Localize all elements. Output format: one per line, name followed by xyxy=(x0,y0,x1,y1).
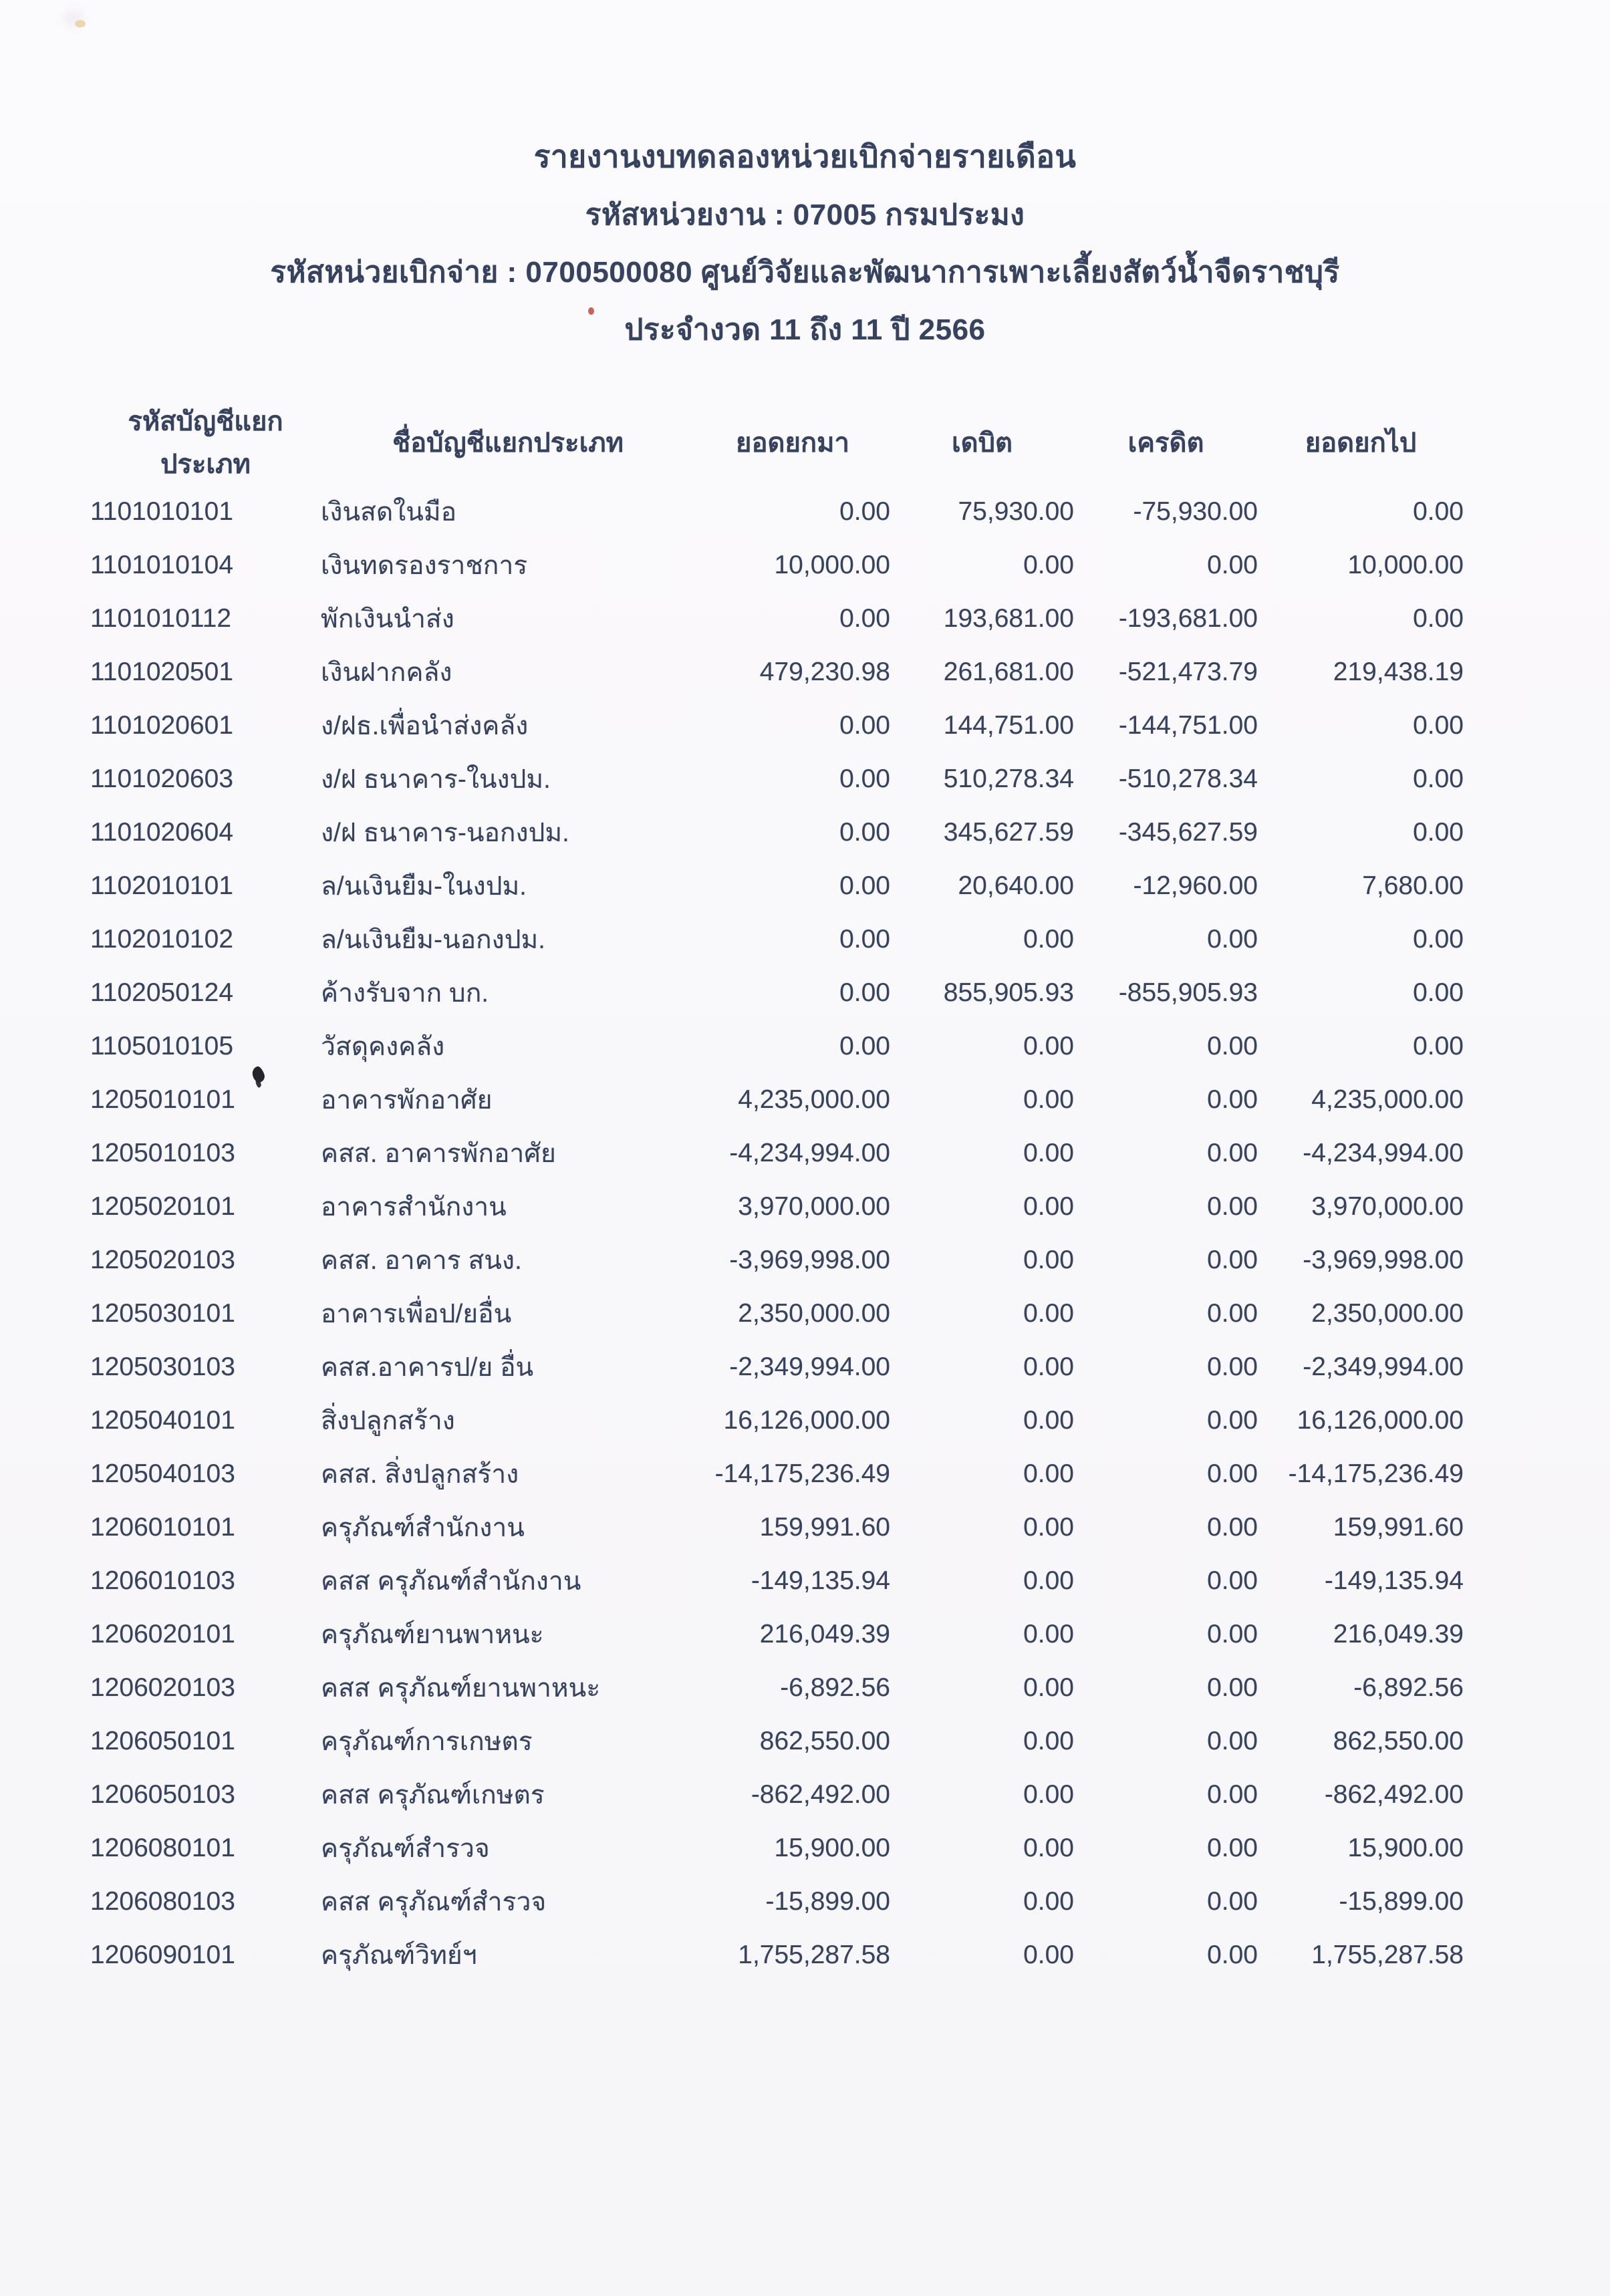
debit-cell: 0.00 xyxy=(1023,1673,1074,1702)
balance-carried-cell: 16,126,000.00 xyxy=(1297,1406,1464,1435)
account-code-cell: 1205020101 xyxy=(90,1192,235,1221)
account-name-cell: ล/นเงินยืม-นอกงปม. xyxy=(321,925,546,954)
account-code-cell: 1206080103 xyxy=(90,1887,235,1916)
balance-forward-cell: 0.00 xyxy=(839,871,890,900)
debit-cell: 0.00 xyxy=(1023,1352,1074,1381)
balance-forward-cell: 2,350,000.00 xyxy=(738,1299,890,1328)
balance-carried-cell: 862,550.00 xyxy=(1333,1727,1464,1755)
table-row xyxy=(90,1340,1464,1394)
debit-cell: 193,681.00 xyxy=(943,604,1074,633)
balance-carried-cell: 1,755,287.58 xyxy=(1311,1941,1464,1969)
account-name-cell: คสส. อาคารพักอาศัย xyxy=(321,1139,556,1168)
balance-carried-cell: -862,492.00 xyxy=(1324,1780,1464,1809)
account-name-cell: ง/ฝ ธนาคาร-นอกงปม. xyxy=(321,819,569,847)
credit-cell: 0.00 xyxy=(1207,1352,1258,1381)
balance-forward-cell: 16,126,000.00 xyxy=(723,1406,890,1435)
column-header-credit: เครดิต xyxy=(1127,428,1204,458)
account-name-cell: อาคารพักอาศัย xyxy=(321,1086,493,1115)
credit-cell: 0.00 xyxy=(1207,1620,1258,1648)
balance-forward-cell: 0.00 xyxy=(839,925,890,954)
debit-cell: 0.00 xyxy=(1023,1085,1074,1114)
credit-cell: -521,473.79 xyxy=(1118,658,1258,686)
account-code-cell: 1101020604 xyxy=(90,818,234,847)
account-name-cell: คสส.อาคารป/ย อื่น xyxy=(321,1353,534,1382)
balance-forward-cell: 4,235,000.00 xyxy=(738,1085,890,1114)
balance-forward-cell: -4,234,994.00 xyxy=(729,1139,890,1167)
account-name-cell: ครุภัณฑ์วิทย์ฯ xyxy=(321,1941,477,1970)
account-name-cell: เงินฝากคลัง xyxy=(321,658,452,687)
balance-forward-cell: 862,550.00 xyxy=(759,1727,890,1755)
credit-cell: 0.00 xyxy=(1207,1780,1258,1809)
credit-cell: -855,905.93 xyxy=(1118,978,1258,1007)
account-name-cell: ครุภัณฑ์สำรวจ xyxy=(321,1834,490,1863)
table-row xyxy=(90,913,1464,966)
table-row xyxy=(90,1928,1464,1982)
balance-carried-cell: 0.00 xyxy=(1413,978,1464,1007)
balance-carried-cell: 0.00 xyxy=(1413,818,1464,847)
account-name-cell: คสส. สิ่งปลูกสร้าง xyxy=(321,1460,519,1489)
table-row xyxy=(90,485,1464,539)
account-code-cell: 1205030101 xyxy=(90,1299,235,1328)
table-row xyxy=(90,859,1464,913)
account-name-cell: คสส ครุภัณฑ์ยานพาหนะ xyxy=(321,1674,601,1703)
balance-forward-cell: -15,899.00 xyxy=(765,1887,890,1916)
table-row xyxy=(90,1073,1464,1127)
account-name-cell: คสส ครุภัณฑ์เกษตร xyxy=(321,1781,545,1810)
debit-cell: 510,278.34 xyxy=(943,764,1074,793)
table-row xyxy=(90,806,1464,859)
account-name-cell: อาคารสำนักงาน xyxy=(321,1193,507,1222)
table-row xyxy=(90,1608,1464,1661)
table-row xyxy=(90,699,1464,752)
credit-cell: -144,751.00 xyxy=(1118,711,1258,740)
balance-forward-cell: 0.00 xyxy=(839,711,890,740)
table-row xyxy=(90,539,1464,592)
balance-forward-cell: 15,900.00 xyxy=(774,1834,890,1862)
account-name-cell: คสส. อาคาร สนง. xyxy=(321,1246,522,1275)
debit-cell: 0.00 xyxy=(1023,1727,1074,1755)
table-row xyxy=(90,1287,1464,1340)
table-row xyxy=(90,1822,1464,1875)
account-name-cell: เงินสดในมือ xyxy=(321,498,456,527)
account-name-cell: ครุภัณฑ์สำนักงาน xyxy=(321,1514,525,1542)
balance-carried-cell: -2,349,994.00 xyxy=(1303,1352,1464,1381)
account-code-cell: 1206090101 xyxy=(90,1941,235,1969)
credit-cell: 0.00 xyxy=(1207,1459,1258,1488)
table-row xyxy=(90,645,1464,699)
account-code-cell: 1205010101 xyxy=(90,1085,235,1114)
balance-forward-cell: -149,135.94 xyxy=(751,1566,890,1595)
balance-carried-cell: -15,899.00 xyxy=(1339,1887,1464,1916)
balance-forward-cell: 10,000.00 xyxy=(774,551,890,579)
debit-cell: 0.00 xyxy=(1023,1780,1074,1809)
account-name-cell: วัสดุคงคลัง xyxy=(321,1032,445,1061)
balance-carried-cell: 3,970,000.00 xyxy=(1311,1192,1464,1221)
account-code-cell: 1205020103 xyxy=(90,1246,235,1274)
account-name-cell: เงินทดรองราชการ xyxy=(321,551,528,580)
balance-forward-cell: -6,892.56 xyxy=(780,1673,890,1702)
debit-cell: 0.00 xyxy=(1023,1834,1074,1862)
credit-cell: 0.00 xyxy=(1207,925,1258,954)
balance-carried-cell: -149,135.94 xyxy=(1324,1566,1464,1595)
table-row xyxy=(90,1501,1464,1554)
credit-cell: -75,930.00 xyxy=(1133,497,1258,526)
report-title: รายงานงบทดลองหน่วยเบิกจ่ายรายเดือน xyxy=(533,139,1077,174)
account-code-cell: 1206010103 xyxy=(90,1566,235,1595)
table-row xyxy=(90,1768,1464,1822)
credit-cell: 0.00 xyxy=(1207,1673,1258,1702)
table-row xyxy=(90,1020,1464,1073)
credit-cell: 0.00 xyxy=(1207,1834,1258,1862)
balance-forward-cell: 0.00 xyxy=(839,604,890,633)
account-name-cell: สิ่งปลูกสร้าง xyxy=(321,1407,455,1435)
balance-carried-cell: 7,680.00 xyxy=(1362,871,1464,900)
debit-cell: 0.00 xyxy=(1023,1620,1074,1648)
credit-cell: 0.00 xyxy=(1207,1299,1258,1328)
balance-forward-cell: 1,755,287.58 xyxy=(738,1941,890,1969)
debit-cell: 855,905.93 xyxy=(943,978,1074,1007)
column-header-account-code: รหัสบัญชีแยกประเภท xyxy=(128,407,283,479)
balance-carried-cell: 0.00 xyxy=(1413,764,1464,793)
balance-forward-cell: 3,970,000.00 xyxy=(738,1192,890,1221)
debit-cell: 0.00 xyxy=(1023,1299,1074,1328)
table-row xyxy=(90,1234,1464,1287)
account-code-cell: 1206050103 xyxy=(90,1780,235,1809)
agency-code-line: รหัสหน่วยงาน : 07005 กรมประมง xyxy=(585,198,1025,231)
table-row xyxy=(90,1554,1464,1608)
balance-carried-cell: 0.00 xyxy=(1413,604,1464,633)
period-line: ประจำงวด 11 ถึง 11 ปี 2566 xyxy=(624,313,986,346)
table-header-row xyxy=(90,400,1464,485)
credit-cell: 0.00 xyxy=(1207,1566,1258,1595)
balance-forward-cell: 479,230.98 xyxy=(759,658,890,686)
debit-cell: 20,640.00 xyxy=(958,871,1074,900)
credit-cell: -345,627.59 xyxy=(1118,818,1258,847)
credit-cell: 0.00 xyxy=(1207,1246,1258,1274)
balance-carried-cell: 216,049.39 xyxy=(1333,1620,1464,1648)
account-name-cell: ครุภัณฑ์ยานพาหนะ xyxy=(321,1620,544,1649)
account-code-cell: 1205040101 xyxy=(90,1406,235,1435)
balance-carried-cell: 10,000.00 xyxy=(1347,551,1464,579)
account-name-cell: พักเงินนำส่ง xyxy=(321,605,454,633)
account-code-cell: 1102050124 xyxy=(90,978,234,1007)
column-header-account-name: ชื่อบัญชีแยกประเภท xyxy=(392,428,624,458)
table-row xyxy=(90,592,1464,645)
debit-cell: 0.00 xyxy=(1023,1192,1074,1221)
account-code-cell: 1206080101 xyxy=(90,1834,235,1862)
balance-carried-cell: 2,350,000.00 xyxy=(1311,1299,1464,1328)
balance-forward-cell: 0.00 xyxy=(839,1032,890,1060)
account-name-cell: อาคารเพื่อป/ยอื่น xyxy=(321,1300,512,1328)
balance-carried-cell: 4,235,000.00 xyxy=(1311,1085,1464,1114)
debit-cell: 75,930.00 xyxy=(958,497,1074,526)
debit-cell: 0.00 xyxy=(1023,1032,1074,1060)
balance-carried-cell: 0.00 xyxy=(1413,711,1464,740)
credit-cell: 0.00 xyxy=(1207,1727,1258,1755)
balance-carried-cell: 0.00 xyxy=(1413,925,1464,954)
debit-cell: 144,751.00 xyxy=(943,711,1074,740)
column-header-debit: เดบิต xyxy=(951,428,1013,458)
account-code-cell: 1206010101 xyxy=(90,1513,235,1542)
account-code-cell: 1101020501 xyxy=(90,658,234,686)
account-name-cell: ค้างรับจาก บก. xyxy=(321,979,489,1008)
account-code-cell: 1206020101 xyxy=(90,1620,235,1648)
table-row xyxy=(90,966,1464,1020)
scan-smudge-artifact xyxy=(75,20,86,27)
table-row xyxy=(90,1661,1464,1715)
column-header-balance-forward: ยอดยกมา xyxy=(736,428,849,458)
credit-cell: 0.00 xyxy=(1207,1192,1258,1221)
table-row xyxy=(90,1447,1464,1501)
account-name-cell: ล/นเงินยืม-ในงปม. xyxy=(321,872,527,901)
balance-forward-cell: -3,969,998.00 xyxy=(729,1246,890,1274)
column-header-balance-carried: ยอดยกไป xyxy=(1305,428,1417,458)
debit-cell: 0.00 xyxy=(1023,1459,1074,1488)
debit-cell: 261,681.00 xyxy=(943,658,1074,686)
balance-carried-cell: -14,175,236.49 xyxy=(1288,1459,1464,1488)
balance-carried-cell: 15,900.00 xyxy=(1347,1834,1464,1862)
account-code-cell: 1102010101 xyxy=(90,871,234,900)
credit-cell: 0.00 xyxy=(1207,1085,1258,1114)
account-name-cell: ง/ฝธ.เพื่อนำส่งคลัง xyxy=(321,712,529,740)
account-name-cell: ครุภัณฑ์การเกษตร xyxy=(321,1727,533,1756)
credit-cell: -193,681.00 xyxy=(1118,604,1258,633)
credit-cell: -510,278.34 xyxy=(1118,764,1258,793)
balance-forward-cell: -862,492.00 xyxy=(751,1780,890,1809)
debit-cell: 0.00 xyxy=(1023,551,1074,579)
account-name-cell: ง/ฝ ธนาคาร-ในงปม. xyxy=(321,765,551,794)
credit-cell: 0.00 xyxy=(1207,1406,1258,1435)
table-row xyxy=(90,1127,1464,1180)
credit-cell: 0.00 xyxy=(1207,1139,1258,1167)
account-code-cell: 1206050101 xyxy=(90,1727,235,1755)
account-code-cell: 1205030103 xyxy=(90,1352,235,1381)
debit-cell: 0.00 xyxy=(1023,1513,1074,1542)
balance-forward-cell: 216,049.39 xyxy=(759,1620,890,1648)
credit-cell: 0.00 xyxy=(1207,1513,1258,1542)
account-code-cell: 1102010102 xyxy=(90,925,234,954)
balance-carried-cell: 219,438.19 xyxy=(1333,658,1464,686)
balance-forward-cell: -14,175,236.49 xyxy=(714,1459,890,1488)
table-row xyxy=(90,1875,1464,1928)
balance-forward-cell: 159,991.60 xyxy=(759,1513,890,1542)
balance-carried-cell: -6,892.56 xyxy=(1353,1673,1464,1702)
debit-cell: 0.00 xyxy=(1023,925,1074,954)
table-row xyxy=(90,1394,1464,1447)
account-code-cell: 1205010103 xyxy=(90,1139,235,1167)
table-row xyxy=(90,1180,1464,1234)
balance-carried-cell: 0.00 xyxy=(1413,1032,1464,1060)
debit-cell: 0.00 xyxy=(1023,1566,1074,1595)
table-row xyxy=(90,752,1464,806)
account-code-cell: 1101010101 xyxy=(90,497,234,526)
credit-cell: -12,960.00 xyxy=(1133,871,1258,900)
credit-cell: 0.00 xyxy=(1207,1887,1258,1916)
account-code-cell: 1101010112 xyxy=(90,604,232,633)
account-code-cell: 1205040103 xyxy=(90,1459,235,1488)
balance-forward-cell: 0.00 xyxy=(839,818,890,847)
balance-forward-cell: 0.00 xyxy=(839,764,890,793)
debit-cell: 0.00 xyxy=(1023,1139,1074,1167)
debit-cell: 0.00 xyxy=(1023,1941,1074,1969)
trial-balance-table xyxy=(90,400,1464,1982)
balance-carried-cell: -4,234,994.00 xyxy=(1303,1139,1464,1167)
account-name-cell: คสส ครุภัณฑ์สำนักงาน xyxy=(321,1567,581,1596)
table-row xyxy=(90,1715,1464,1768)
balance-forward-cell: 0.00 xyxy=(839,978,890,1007)
account-code-cell: 1101020603 xyxy=(90,764,234,793)
balance-carried-cell: 0.00 xyxy=(1413,497,1464,526)
credit-cell: 0.00 xyxy=(1207,1941,1258,1969)
account-code-cell: 1101020601 xyxy=(90,711,234,740)
debit-cell: 345,627.59 xyxy=(943,818,1074,847)
debit-cell: 0.00 xyxy=(1023,1246,1074,1274)
disbursement-unit-line: รหัสหน่วยเบิกจ่าย : 0700500080 ศูนย์วิจัยและพัฒนาการเพาะเลี้ยงสัตว์น้ำจืดราชบุรี xyxy=(270,256,1340,289)
account-code-cell: 1101010104 xyxy=(90,551,234,579)
balance-forward-cell: -2,349,994.00 xyxy=(729,1352,890,1381)
balance-carried-cell: -3,969,998.00 xyxy=(1303,1246,1464,1274)
balance-carried-cell: 159,991.60 xyxy=(1333,1513,1464,1542)
credit-cell: 0.00 xyxy=(1207,1032,1258,1060)
account-code-cell: 1206020103 xyxy=(90,1673,235,1702)
account-code-cell: 1105010105 xyxy=(90,1032,234,1060)
debit-cell: 0.00 xyxy=(1023,1887,1074,1916)
account-name-cell: คสส ครุภัณฑ์สำรวจ xyxy=(321,1888,547,1916)
balance-forward-cell: 0.00 xyxy=(839,497,890,526)
credit-cell: 0.00 xyxy=(1207,551,1258,579)
debit-cell: 0.00 xyxy=(1023,1406,1074,1435)
